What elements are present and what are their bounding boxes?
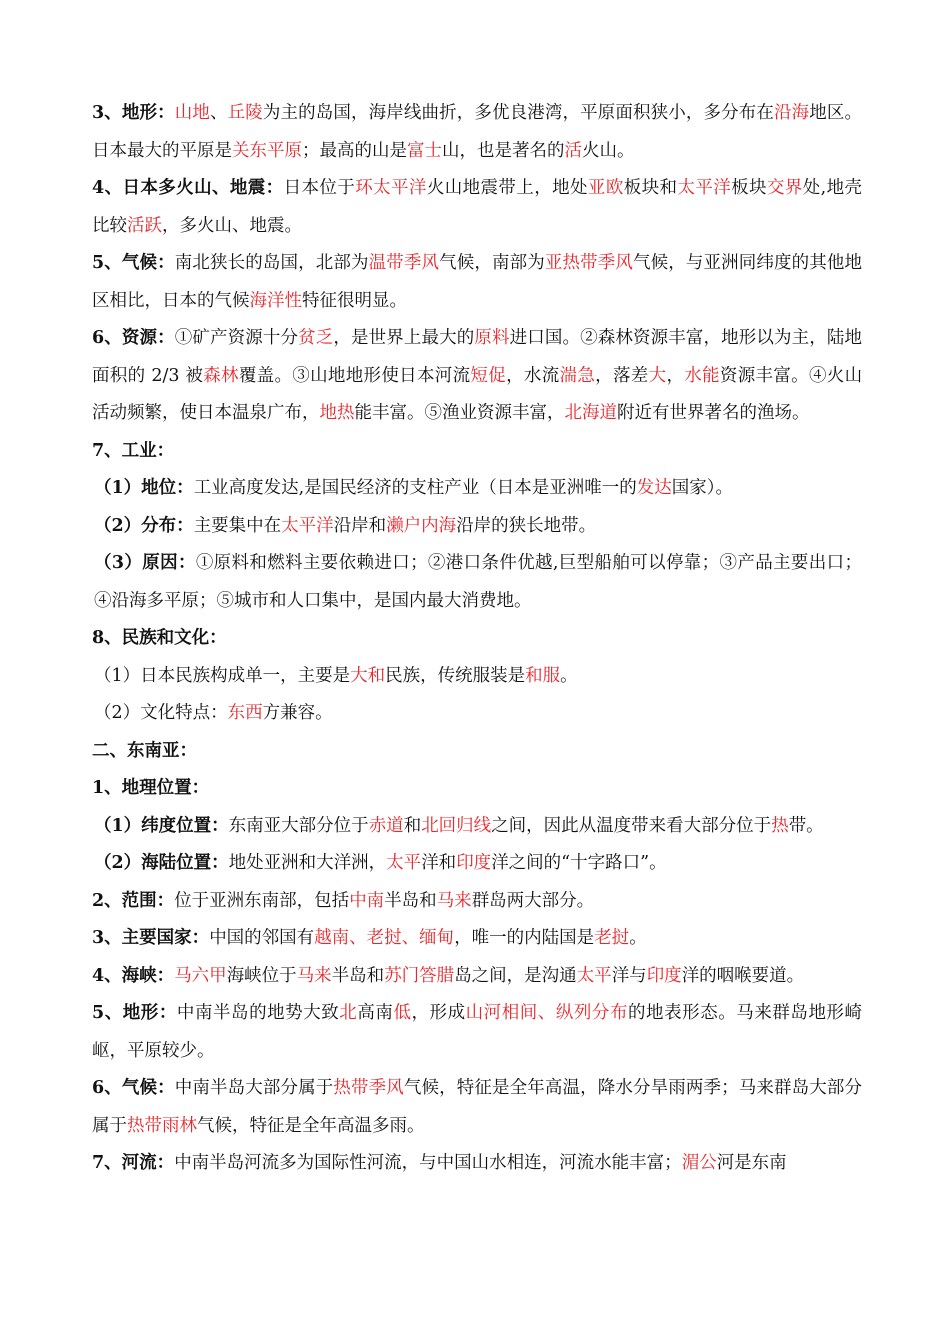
body-text: 主要集中在	[193, 515, 282, 536]
highlighted-term: 苏门答腊	[384, 965, 455, 986]
body-text: 地处亚洲和大洋洲，	[228, 853, 387, 873]
highlighted-term: 濑户内海	[386, 515, 457, 536]
highlighted-term: 水能	[684, 365, 720, 386]
section-heading: 二、东南亚：	[92, 740, 197, 761]
body-text: 工业高度发达,是国民经济的支柱产业（日本是亚洲唯一的	[193, 478, 637, 498]
document-body	[92, 95, 862, 1183]
body-text: 资源丰富。④火山活动频繁，使日本温泉广布，	[92, 365, 863, 423]
paragraph-sea-strait	[92, 958, 862, 996]
section-heading: 4、海峡：	[92, 965, 175, 986]
body-text: ①矿产资源十分	[174, 328, 299, 348]
body-text: ，多火山、地震。	[162, 215, 302, 236]
body-text: 和	[403, 815, 422, 836]
body-text: 的地表形态。马来群岛地形崎岖，平原较少。	[92, 1003, 863, 1061]
body-text: 火山地震带上，地处	[426, 178, 588, 198]
highlighted-term: 大和	[350, 665, 386, 686]
highlighted-term: 太平洋	[677, 178, 732, 198]
section-heading: 5、气候：	[92, 253, 175, 273]
highlighted-term: 湄公	[681, 1153, 717, 1173]
paragraph-sea-rivers	[92, 1145, 862, 1183]
body-text: ，落差	[595, 365, 649, 386]
body-text: 海峡位于	[226, 965, 297, 986]
highlighted-term: 贫乏	[298, 328, 334, 348]
body-text: 附近有世界著名的渔场。	[617, 403, 810, 423]
paragraph-industry-status	[92, 470, 862, 508]
body-text: 。	[560, 665, 578, 686]
highlighted-term: 发达	[636, 478, 672, 498]
body-text: 洋的咽喉要道。	[681, 965, 805, 986]
body-text: 群岛两大部分。	[471, 890, 595, 911]
highlighted-term: 北	[339, 1003, 358, 1023]
highlighted-term: 低	[393, 1003, 412, 1023]
section-heading: 7、工业：	[92, 440, 175, 461]
body-text: ①原料和燃料主要依赖进口；②港口条件优越,巨型船舶可以停靠；③产品主要出口；④沿海多平原；⑤城市和人口集中，是国内最大消费地。	[94, 553, 862, 611]
body-text: 气候，南部为	[439, 253, 545, 273]
highlighted-term: 热带季风	[333, 1078, 404, 1098]
highlighted-term: 太平	[386, 853, 422, 873]
highlighted-term: 海洋性	[249, 290, 302, 311]
paragraph-industry-distribution	[92, 508, 862, 546]
highlighted-term: 东西	[227, 703, 263, 723]
body-text: 方兼容。	[262, 703, 333, 723]
body-text: 覆盖。③山地地形使日本河流	[238, 365, 471, 386]
section-heading: （1）纬度位置：	[94, 815, 229, 836]
highlighted-term: 森林	[203, 365, 239, 386]
body-text: 民族，传统服装是	[385, 665, 526, 686]
section-heading: 6、资源：	[92, 328, 175, 348]
body-text: 南北狭长的岛国，北部为	[174, 253, 369, 273]
highlighted-term: 山河相间、纵列分布	[465, 1003, 629, 1023]
body-text: 河是东南	[716, 1153, 787, 1173]
body-text: （1）日本民族构成单一，主要是	[94, 665, 351, 686]
highlighted-term: 关东平原	[232, 140, 302, 161]
highlighted-term: 马六甲	[174, 965, 227, 986]
body-text: 中南半岛河流多为国际性河流，与中国山水相连，河流水能丰富；	[174, 1153, 682, 1173]
body-text: 中南半岛大部分属于	[174, 1078, 334, 1098]
body-text: 洋和	[421, 853, 457, 873]
body-text: ，形成	[411, 1003, 466, 1023]
body-text: 沿岸的狭长地带。	[456, 515, 597, 536]
paragraph-industry-heading	[92, 433, 862, 471]
body-text: 气候，与亚洲同纬度的其他地区相比，日本的气候	[92, 253, 863, 311]
section-heading: 7、河流：	[92, 1153, 175, 1173]
body-text: 东南亚大部分位于	[228, 815, 369, 836]
paragraph-sea-scope	[92, 883, 862, 921]
section-heading: 2、范围：	[92, 890, 175, 911]
highlighted-term: 赤道	[368, 815, 404, 836]
highlighted-term: 环太平洋	[355, 178, 427, 198]
body-text: 进口国。②森林资源丰富，地形以为主，陆地面积的 2/3 被	[92, 328, 863, 386]
paragraph-terrain-jp	[92, 95, 862, 170]
section-heading: （1）地位：	[94, 478, 194, 498]
section-heading: 8、民族和文化：	[92, 628, 227, 648]
body-text: 处,地壳比较	[92, 178, 863, 236]
paragraph-resources-jp	[92, 320, 862, 433]
section-heading: 1、地理位置：	[92, 778, 210, 798]
body-text: 洋之间的“十字路口”。	[491, 853, 667, 873]
body-text: 洋与	[611, 965, 647, 986]
body-text: 中国的邻国有	[209, 928, 315, 948]
highlighted-term: 马来	[296, 965, 332, 986]
body-text: 国家）。	[671, 478, 733, 498]
highlighted-term: 湍急	[559, 365, 596, 386]
body-text: （2）文化特点：	[94, 703, 228, 723]
body-text: 。	[629, 928, 647, 948]
paragraph-sea-heading	[92, 733, 862, 771]
body-text: ，	[666, 365, 685, 386]
body-text: 之间，因此从温度带来看大部分位于	[491, 815, 772, 836]
highlighted-term: 印度	[456, 853, 492, 873]
body-text: 特征很明显。	[302, 290, 407, 311]
section-heading: 3、地形：	[92, 103, 175, 123]
paragraph-volcano-jp	[92, 170, 862, 245]
highlighted-term: 太平洋	[281, 515, 334, 536]
body-text: 岛之间，是沟通	[454, 965, 577, 986]
body-text: 气候，特征是全年高温，降水分旱雨两季；马来群岛大部分属于	[92, 1078, 863, 1136]
highlighted-term: 山地	[174, 103, 211, 123]
highlighted-term: 活	[564, 140, 582, 161]
highlighted-term: 和服	[525, 665, 561, 686]
paragraph-sea-landsea	[92, 845, 862, 883]
highlighted-term: 太平	[576, 965, 612, 986]
highlighted-term: 短促	[470, 365, 507, 386]
body-text: 气候，特征是全年高温多雨。	[197, 1115, 425, 1136]
highlighted-term: 亚热带季风	[544, 253, 634, 273]
highlighted-term: 大	[648, 365, 667, 386]
body-text: 能丰富。⑤渔业资源丰富，	[354, 403, 565, 423]
highlighted-term: 热	[771, 815, 789, 836]
highlighted-term: 原料	[474, 328, 510, 348]
body-text: 半岛和	[331, 965, 385, 986]
body-text: 火山。	[582, 140, 635, 161]
body-text: 位于亚洲东南部，包括	[174, 890, 350, 911]
section-heading: 6、气候：	[92, 1078, 175, 1098]
highlighted-term: 沿海	[774, 103, 810, 123]
body-text: ，是世界上最大的	[333, 328, 475, 348]
highlighted-term: 马来	[436, 890, 472, 911]
body-text: 为主的岛国，海岸线曲折，多优良港湾，平原面积狭小，多分布在	[262, 103, 775, 123]
paragraph-sea-latitude	[92, 808, 862, 846]
body-text: 带。	[788, 815, 824, 836]
paragraph-industry-reasons	[92, 545, 862, 620]
highlighted-term: 北回归线	[421, 815, 492, 836]
body-text: 地区。日本最大的平原是	[92, 103, 863, 161]
paragraph-culture-ethnic	[92, 658, 862, 696]
body-text: ，水流	[506, 365, 560, 386]
highlighted-term: 热带雨林	[127, 1115, 197, 1136]
highlighted-term: 富士	[407, 140, 442, 161]
highlighted-term: 活跃	[127, 215, 162, 236]
highlighted-term: 印度	[646, 965, 682, 986]
body-text: 日本位于	[283, 178, 356, 198]
section-heading: （3）原因：	[94, 553, 196, 573]
highlighted-term: 地热	[319, 403, 355, 423]
section-heading: 3、主要国家：	[92, 928, 210, 948]
body-text: 板块	[731, 178, 767, 198]
section-heading: 5、地形：	[92, 1003, 177, 1023]
paragraph-climate-jp	[92, 245, 862, 320]
highlighted-term: 温带季风	[368, 253, 440, 273]
body-text: 半岛和	[384, 890, 437, 911]
paragraph-sea-climate	[92, 1070, 862, 1145]
body-text: 、	[210, 103, 228, 123]
highlighted-term: 交界	[766, 178, 803, 198]
highlighted-term: 亚欧	[587, 178, 624, 198]
body-text: ，唯一的内陆国是	[454, 928, 595, 948]
body-text: 沿岸和	[333, 515, 387, 536]
highlighted-term: 越南、老挝、缅甸	[314, 928, 455, 948]
body-text: 中南半岛的地势大致	[176, 1003, 340, 1023]
paragraph-sea-terrain	[92, 995, 862, 1070]
body-text: 山，也是著名的	[442, 140, 565, 161]
body-text: ；最高的山是	[302, 140, 407, 161]
highlighted-term: 北海道	[564, 403, 617, 423]
paragraph-sea-countries	[92, 920, 862, 958]
section-heading: （2）分布：	[94, 515, 194, 536]
paragraph-culture-heading	[92, 620, 862, 658]
paragraph-culture-traits	[92, 695, 862, 733]
highlighted-term: 老挝	[594, 928, 630, 948]
highlighted-term: 中南	[349, 890, 385, 911]
paragraph-sea-location-heading	[92, 770, 862, 808]
section-heading: （2）海陆位置：	[94, 853, 229, 873]
body-text: 板块和	[623, 178, 678, 198]
section-heading: 4、日本多火山、地震：	[92, 178, 284, 198]
highlighted-term: 丘陵	[227, 103, 263, 123]
body-text: 高南	[357, 1003, 394, 1023]
